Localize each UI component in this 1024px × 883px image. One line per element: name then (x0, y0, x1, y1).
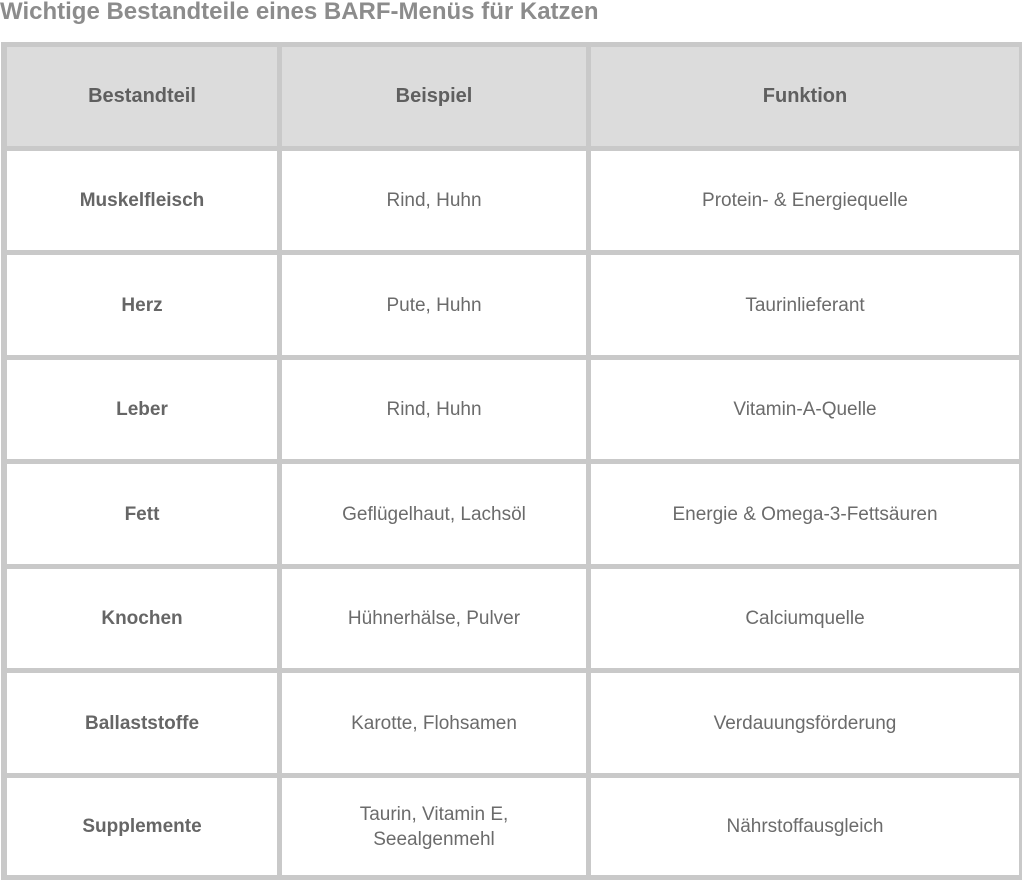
cell-bestandteil: Supplemente (7, 778, 277, 875)
cell-funktion: Energie & Omega-3-Fettsäuren (591, 464, 1019, 564)
cell-bestandteil: Knochen (7, 569, 277, 668)
cell-funktion: Nährstoffausgleich (591, 778, 1019, 875)
table-row (1, 360, 1022, 459)
cell-bestandteil: Fett (7, 464, 277, 564)
cell-bestandteil: Herz (7, 255, 277, 355)
cell-bestandteil: Ballaststoffe (7, 673, 277, 773)
table-row (1, 151, 1022, 250)
cell-bestandteil: Muskelfleisch (7, 151, 277, 250)
cell-beispiel: Hühnerhälse, Pulver (282, 569, 586, 668)
cell-bestandteil: Leber (7, 360, 277, 459)
cell-funktion: Protein- & Energiequelle (591, 151, 1019, 250)
cell-funktion: Vitamin-A-Quelle (591, 360, 1019, 459)
table-row (1, 673, 1022, 773)
page-title: Wichtige Bestandteile eines BARF-Menüs für Katzen (0, 0, 599, 25)
cell-beispiel: Geflügelhaut, Lachsöl (282, 464, 586, 564)
cell-beispiel: Pute, Huhn (282, 255, 586, 355)
table-row (1, 255, 1022, 355)
barf-table (1, 42, 1022, 880)
cell-funktion: Verdauungsförderung (591, 673, 1019, 773)
table-header-row (1, 47, 1022, 146)
header-bestandteil: Bestandteil (7, 47, 277, 146)
cell-beispiel: Rind, Huhn (282, 151, 586, 250)
table-row (1, 778, 1022, 875)
cell-beispiel: Rind, Huhn (282, 360, 586, 459)
header-beispiel: Beispiel (282, 47, 586, 146)
cell-funktion: Taurinlieferant (591, 255, 1019, 355)
table-row (1, 464, 1022, 564)
table-row (1, 569, 1022, 668)
cell-beispiel: Taurin, Vitamin E, Seealgenmehl (282, 778, 586, 875)
cell-funktion: Calciumquelle (591, 569, 1019, 668)
cell-beispiel: Karotte, Flohsamen (282, 673, 586, 773)
header-funktion: Funktion (591, 47, 1019, 146)
